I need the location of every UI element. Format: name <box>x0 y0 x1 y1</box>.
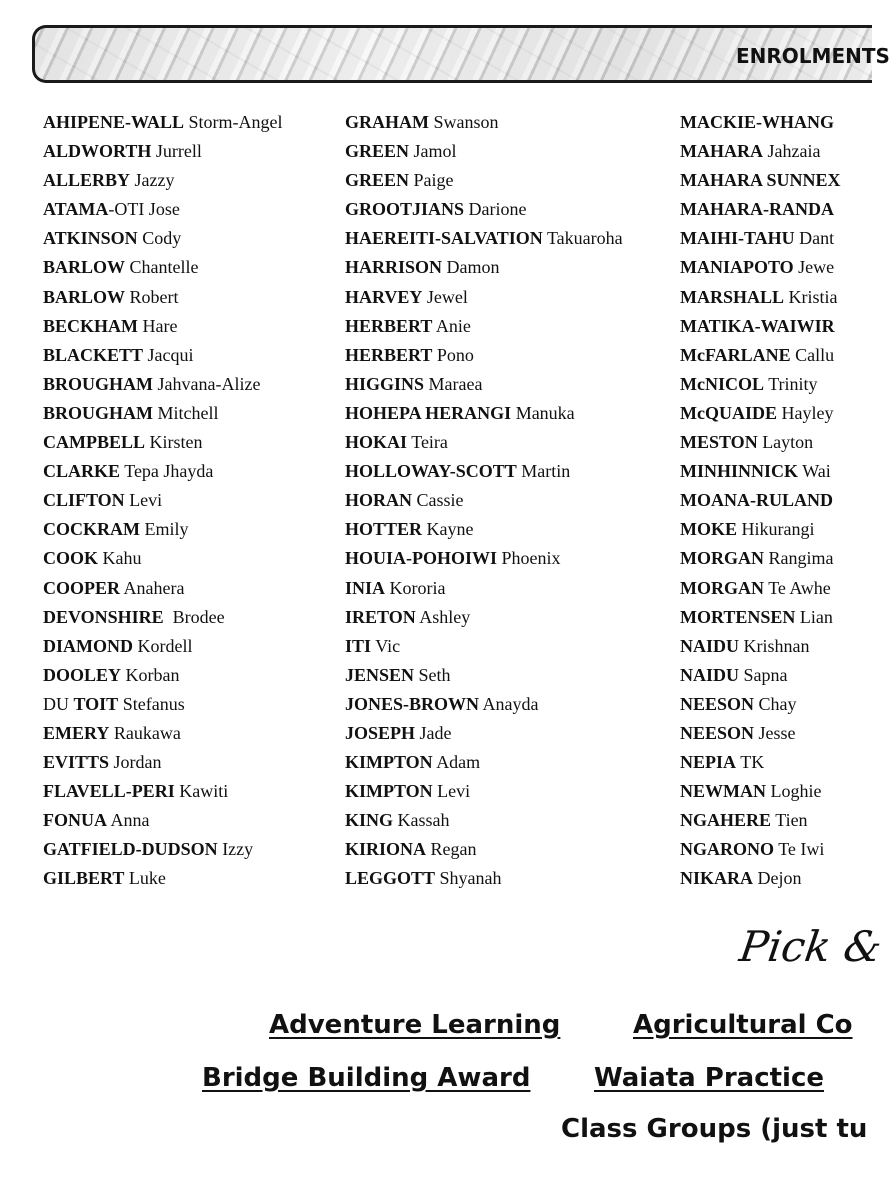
student-name-row <box>43 195 283 224</box>
given-name: Kahu <box>102 548 142 569</box>
given-name: Stefanus <box>122 693 185 714</box>
student-name-row <box>345 777 623 806</box>
name-prefix: DU <box>43 693 74 714</box>
surname: MORGAN <box>680 548 764 569</box>
given-name: Ashley <box>419 606 471 627</box>
given-name: TK <box>740 752 765 773</box>
surname: KING <box>345 810 394 831</box>
student-name-row <box>43 690 283 719</box>
given-name: Kirsten <box>149 432 203 453</box>
surname: HAEREITI-SALVATION <box>345 228 543 249</box>
student-name-row <box>345 603 623 632</box>
given-name: Dant <box>799 228 835 249</box>
given-name: Robert <box>129 286 179 307</box>
student-name-row <box>345 835 623 864</box>
student-name-row <box>680 312 845 341</box>
given-name: Jewe <box>798 257 835 278</box>
surname: HOTTER <box>345 519 423 540</box>
given-name: Te Awhe <box>768 577 831 598</box>
surname: DOOLEY <box>43 664 122 685</box>
given-name: Chay <box>758 693 797 714</box>
given-name: Jahvana-Alize <box>157 373 261 394</box>
given-name: Manuka <box>515 402 575 423</box>
surname: McNICOL <box>680 373 764 394</box>
given-name: Rangima <box>768 548 834 569</box>
student-name-row <box>43 457 283 486</box>
surname: MORTENSEN <box>680 606 796 627</box>
student-name-row <box>43 632 283 661</box>
given-name: Adam <box>436 752 481 773</box>
surname: FLAVELL-PERI <box>43 781 175 802</box>
surname: CAMPBELL <box>43 432 146 453</box>
surname: GREEN <box>345 141 410 162</box>
student-name-row <box>345 370 623 399</box>
student-name-row <box>680 195 845 224</box>
student-name-row <box>680 486 845 515</box>
surname: NEESON <box>680 693 755 714</box>
given-name: Vic <box>375 635 401 656</box>
student-name-row <box>345 283 623 312</box>
given-name: Swanson <box>433 112 499 132</box>
student-name-row <box>680 544 845 573</box>
surname: IRETON <box>345 606 416 627</box>
student-name-row <box>43 224 283 253</box>
given-name: Jahzaia <box>767 141 821 162</box>
given-name: Pono <box>436 344 474 365</box>
surname: ALDWORTH <box>43 141 152 162</box>
student-name-row <box>345 806 623 835</box>
given-name: Jurrell <box>155 141 202 162</box>
page-title: ENROLMENTS <box>736 44 890 68</box>
name-column-1 <box>43 108 283 894</box>
given-name: Chantelle <box>129 257 199 278</box>
given-name: Levi <box>437 781 471 802</box>
student-name-row <box>43 515 283 544</box>
surname: GATFIELD-DUDSON <box>43 839 218 860</box>
surname: BARLOW <box>43 257 126 278</box>
surname: NEWMAN <box>680 781 766 802</box>
given-name: Kassah <box>397 810 450 831</box>
student-name-row <box>43 777 283 806</box>
given-name: Jamol <box>413 141 457 162</box>
surname: MOKE <box>680 519 737 540</box>
surname: MACKIE-WHANG <box>680 112 834 132</box>
surname: GROOTJIANS <box>345 199 465 220</box>
given-name: Kayne <box>426 519 474 540</box>
activity-class-groups: Class Groups (just tu <box>561 1114 868 1144</box>
student-name-row <box>345 428 623 457</box>
given-name: Tien <box>775 810 808 831</box>
student-name-row <box>43 253 283 282</box>
student-name-row <box>345 399 623 428</box>
surname: McFARLANE <box>680 344 791 365</box>
surname: ALLERBY <box>43 170 131 191</box>
surname: MAIHI-TAHU <box>680 228 795 249</box>
surname: JOSEPH <box>345 722 416 743</box>
surname: HORAN <box>345 490 412 511</box>
student-name-row <box>43 312 283 341</box>
student-name-row <box>345 661 623 690</box>
surname: NEPIA <box>680 752 737 773</box>
surname: HIGGINS <box>345 373 425 394</box>
given-name: Kawiti <box>179 781 229 802</box>
given-name: Krishnan <box>743 635 810 656</box>
surname: NAIDU <box>680 664 740 685</box>
given-name: Loghie <box>770 781 822 802</box>
surname: MESTON <box>680 432 758 453</box>
student-name-row <box>680 224 845 253</box>
given-name: Shyanah <box>439 868 502 889</box>
surname: GILBERT <box>43 868 125 889</box>
student-name-row <box>345 312 623 341</box>
student-name-row <box>680 137 845 166</box>
surname: LEGGOTT <box>345 868 436 889</box>
student-name-row <box>345 515 623 544</box>
surname: MOANA-RULAND <box>680 490 833 511</box>
surname: CLARKE <box>43 461 121 482</box>
surname: TOIT <box>73 693 119 714</box>
student-name-row <box>680 457 845 486</box>
given-name: Brodee <box>168 606 225 627</box>
given-name: Trinity <box>768 373 818 394</box>
surname: MAHARA SUNNEX <box>680 170 841 191</box>
surname: FONUA <box>43 810 107 831</box>
student-name-row <box>680 515 845 544</box>
surname: MANIAPOTO <box>680 257 794 278</box>
surname: EMERY <box>43 722 110 743</box>
surname: GRAHAM <box>345 112 429 132</box>
student-name-row <box>43 748 283 777</box>
given-name: Jordan <box>113 752 162 773</box>
surname: JONES-BROWN <box>345 693 480 714</box>
surname: NEESON <box>680 722 755 743</box>
given-name: Levi <box>129 490 163 511</box>
surname: ITI <box>345 635 372 656</box>
activity-waiata-practice[interactable]: Waiata Practice <box>594 1063 825 1093</box>
surname: HARRISON <box>345 257 443 278</box>
given-name: Jacqui <box>147 344 194 365</box>
given-name: Storm-Angel <box>188 112 283 132</box>
given-name: Callu <box>795 344 835 365</box>
student-name-row <box>345 632 623 661</box>
student-name-row <box>680 108 845 137</box>
student-name-row <box>43 137 283 166</box>
given-name: Raukawa <box>113 722 181 743</box>
student-name-row <box>680 661 845 690</box>
name-column-2 <box>345 108 623 894</box>
surname: HERBERT <box>345 344 433 365</box>
student-name-row <box>43 806 283 835</box>
given-name: Jazzy <box>134 170 175 191</box>
given-name: Kristia <box>788 286 838 307</box>
given-name: Seth <box>418 664 451 685</box>
pick-heading: Pick & <box>736 922 885 971</box>
activity-adventure-learning[interactable]: Adventure Learning <box>269 1010 561 1040</box>
surname: HOLLOWAY-SCOTT <box>345 461 517 482</box>
surname: COOPER <box>43 577 121 598</box>
student-name-row <box>345 748 623 777</box>
student-name-row <box>345 864 623 893</box>
student-name-row <box>43 399 283 428</box>
given-name: Hare <box>142 315 178 336</box>
surname: KIRIONA <box>345 839 427 860</box>
surname: COOK <box>43 548 99 569</box>
surname: MARSHALL <box>680 286 785 307</box>
given-name: Cassie <box>416 490 464 511</box>
surname: INIA <box>345 577 386 598</box>
activity-bridge-building[interactable]: Bridge Building Award <box>202 1063 531 1093</box>
student-name-row <box>680 574 845 603</box>
given-name: Maraea <box>428 373 483 394</box>
surname: EVITTS <box>43 752 110 773</box>
student-name-row <box>680 166 845 195</box>
student-name-row <box>43 864 283 893</box>
student-name-row <box>345 574 623 603</box>
surname: MAHARA <box>680 141 763 162</box>
student-name-row <box>345 457 623 486</box>
name-column-3 <box>680 108 845 894</box>
given-name: Teira <box>411 432 448 453</box>
surname: HOKAI <box>345 432 408 453</box>
student-name-row <box>680 341 845 370</box>
surname: NIKARA <box>680 868 754 889</box>
activity-agricultural[interactable]: Agricultural Co <box>633 1010 853 1040</box>
surname: ATAMA <box>43 199 109 220</box>
student-name-row <box>43 486 283 515</box>
student-name-row <box>680 603 845 632</box>
surname: CLIFTON <box>43 490 125 511</box>
given-name: Sapna <box>743 664 788 685</box>
student-name-row <box>43 283 283 312</box>
student-name-row <box>43 428 283 457</box>
given-name: -OTI Jose <box>108 199 180 220</box>
student-name-row <box>680 253 845 282</box>
given-name: Phoenix <box>501 548 561 569</box>
student-name-row <box>43 719 283 748</box>
given-name: Anie <box>435 315 471 336</box>
student-name-row <box>43 835 283 864</box>
student-name-row <box>345 224 623 253</box>
surname: KIMPTON <box>345 781 433 802</box>
surname: BLACKETT <box>43 344 144 365</box>
student-name-row <box>680 428 845 457</box>
student-name-row <box>345 690 623 719</box>
header-banner <box>32 25 890 83</box>
student-name-row <box>680 399 845 428</box>
given-name: Lian <box>799 606 833 627</box>
given-name: Emily <box>144 519 189 540</box>
given-name: Takuaroha <box>546 228 623 249</box>
given-name: Mitchell <box>157 402 219 423</box>
student-name-row <box>345 719 623 748</box>
surname: HOHEPA HERANGI <box>345 402 512 423</box>
given-name: Kororia <box>389 577 446 598</box>
student-name-row <box>680 283 845 312</box>
surname: COCKRAM <box>43 519 140 540</box>
surname: ATKINSON <box>43 228 138 249</box>
given-name: Kordell <box>137 635 193 656</box>
student-name-row <box>680 806 845 835</box>
surname: NGARONO <box>680 839 774 860</box>
given-name: Korban <box>125 664 180 685</box>
given-name: Damon <box>446 257 500 278</box>
surname: NGAHERE <box>680 810 772 831</box>
surname: MINHINNICK <box>680 461 799 482</box>
surname: BARLOW <box>43 286 126 307</box>
surname: AHIPENE-WALL <box>43 112 185 132</box>
given-name: Jesse <box>758 722 796 743</box>
student-name-row <box>680 370 845 399</box>
given-name: Jewel <box>426 286 468 307</box>
student-name-row <box>43 603 283 632</box>
student-name-row <box>345 544 623 573</box>
student-name-row <box>43 574 283 603</box>
given-name: Hayley <box>781 402 834 423</box>
given-name: Layton <box>762 432 814 453</box>
student-name-row <box>345 166 623 195</box>
given-name: Martin <box>521 461 571 482</box>
student-name-row <box>43 108 283 137</box>
surname: GREEN <box>345 170 410 191</box>
student-name-row <box>680 748 845 777</box>
surname: DEVONSHIRE <box>43 606 164 627</box>
given-name: Tepa Jhayda <box>124 461 214 482</box>
given-name: Regan <box>430 839 477 860</box>
student-name-row <box>680 835 845 864</box>
surname: McQUAIDE <box>680 402 777 423</box>
student-name-row <box>680 632 845 661</box>
surname: HERBERT <box>345 315 433 336</box>
given-name: Anayda <box>482 693 539 714</box>
surname: JENSEN <box>345 664 415 685</box>
surname: HOUIA-POHOIWI <box>345 548 498 569</box>
given-name: Darione <box>468 199 527 220</box>
given-name: Cody <box>142 228 182 249</box>
given-name: Anna <box>110 810 150 831</box>
student-name-row <box>43 341 283 370</box>
surname: MORGAN <box>680 577 764 598</box>
student-name-row <box>345 341 623 370</box>
given-name: Jade <box>419 722 452 743</box>
given-name: Dejon <box>757 868 802 889</box>
student-name-row <box>43 370 283 399</box>
student-name-row <box>43 661 283 690</box>
student-name-row <box>345 253 623 282</box>
surname: KIMPTON <box>345 752 433 773</box>
student-name-row <box>345 108 623 137</box>
student-name-row <box>43 166 283 195</box>
given-name: Wai <box>802 461 831 482</box>
student-name-row <box>345 137 623 166</box>
given-name: Anahera <box>123 577 185 598</box>
student-name-row <box>680 719 845 748</box>
surname: BROUGHAM <box>43 373 153 394</box>
surname: MATIKA-WAIWIR <box>680 315 835 336</box>
student-name-row <box>680 690 845 719</box>
surname: BECKHAM <box>43 315 139 336</box>
given-name: Izzy <box>222 839 254 860</box>
given-name: Luke <box>128 868 166 889</box>
surname: MAHARA-RANDA <box>680 199 834 220</box>
student-name-row <box>345 195 623 224</box>
student-name-row <box>43 544 283 573</box>
given-name: Paige <box>413 170 454 191</box>
student-name-row <box>345 486 623 515</box>
surname: BROUGHAM <box>43 402 153 423</box>
student-name-row <box>680 864 845 893</box>
student-name-row <box>680 777 845 806</box>
given-name: Te Iwi <box>778 839 825 860</box>
surname: HARVEY <box>345 286 423 307</box>
given-name: Hikurangi <box>741 519 815 540</box>
surname: NAIDU <box>680 635 740 656</box>
surname: DIAMOND <box>43 635 133 656</box>
